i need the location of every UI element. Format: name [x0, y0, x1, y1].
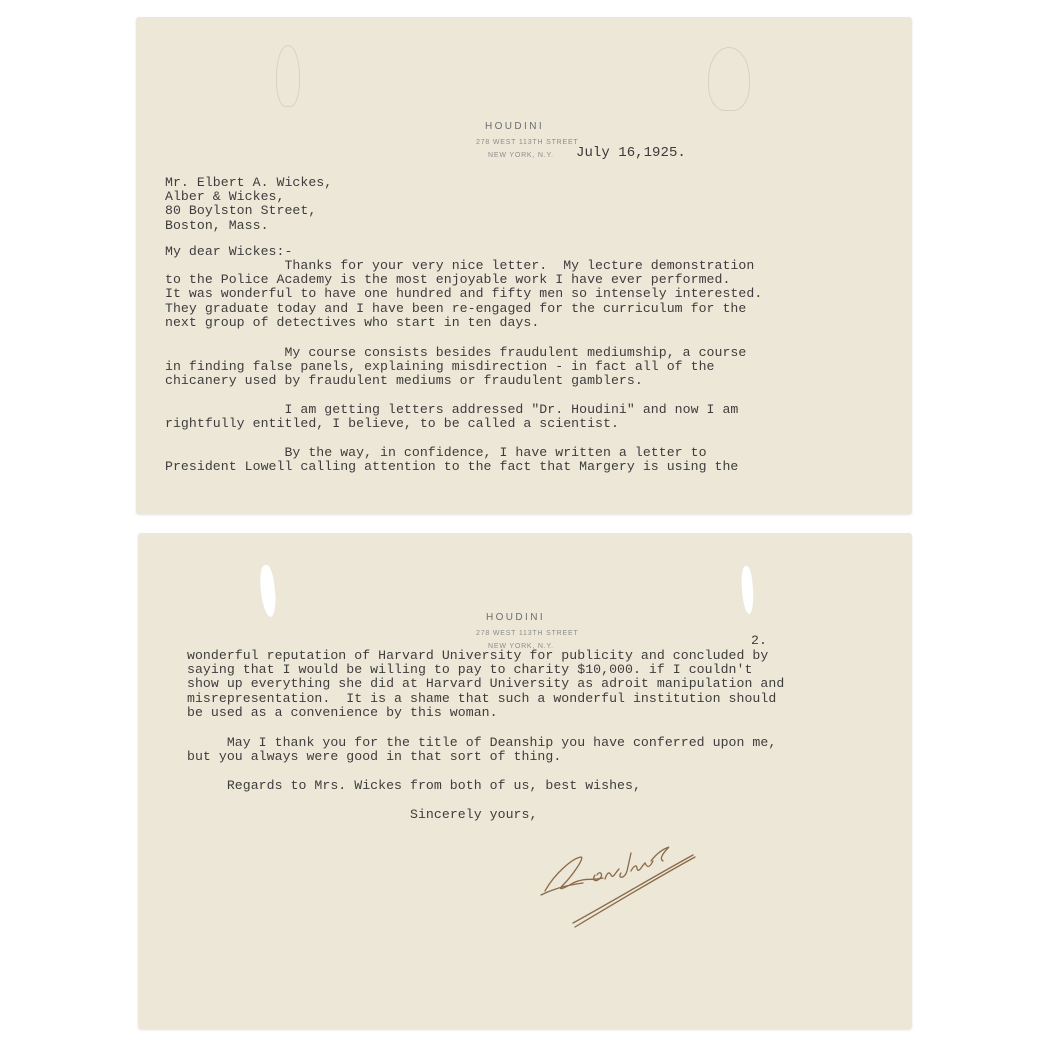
paragraph — [187, 649, 784, 720]
letterhead-city: NEW YORK, N.Y. — [488, 643, 554, 650]
address-line: 80 Boylston Street, — [165, 203, 317, 219]
letter-page-1 — [136, 17, 912, 514]
text-line: It was wonderful to have one hundred and fifty men so intensely interested. — [165, 286, 763, 302]
paragraph — [165, 346, 746, 389]
letter-date: July 16,1925. — [576, 145, 686, 161]
closing: Sincerely yours, — [410, 807, 538, 822]
paragraph — [187, 779, 641, 793]
text-line: chicanery used by fraudulent mediums or fraudulent gamblers. — [165, 373, 643, 389]
letterhead-street: 278 WEST 113TH STREET — [476, 139, 579, 146]
text-line: but you always were good in that sort of thing. — [187, 749, 562, 765]
paragraph — [187, 736, 776, 764]
text-line: show up everything she did at Harvard University as adroit manipulation and — [187, 676, 785, 692]
text-line: be used as a convenience by this woman. — [187, 704, 498, 720]
salutation: My dear Wickes:- — [165, 244, 293, 259]
paperclip-mark — [708, 47, 750, 111]
address-line: Mr. Elbert A. Wickes, — [165, 175, 333, 190]
letter-page-2 — [138, 533, 912, 1029]
letterhead-name: HOUDINI — [485, 121, 545, 132]
text-line: I am getting letters addressed "Dr. Houdini" and now I am — [165, 402, 739, 417]
text-line: My course consists besides fraudulent mediumship, a course — [165, 345, 747, 360]
letterhead-name: HOUDINI — [486, 612, 546, 623]
text-line: President Lowell calling attention to the fact that Margery is using the — [165, 459, 739, 475]
paragraph — [165, 446, 738, 474]
paperclip-hole — [258, 564, 277, 617]
letterhead-street: 278 WEST 113TH STREET — [476, 630, 579, 637]
text-line: to the Police Academy is the most enjoyable work I have ever performed. — [165, 272, 731, 288]
text-line: Thanks for your very nice letter. My lecture demonstration — [165, 258, 755, 273]
page-number: 2. — [751, 633, 767, 648]
address-line: Alber & Wickes, — [165, 189, 285, 205]
recipient-address — [165, 176, 332, 233]
paragraph — [165, 403, 738, 431]
text-line: By the way, in confidence, I have written a letter to — [165, 445, 707, 460]
signature — [533, 823, 713, 943]
paragraph — [165, 259, 762, 330]
paperclip-mark — [276, 45, 300, 107]
paperclip-hole — [740, 566, 754, 615]
text-line: rightfully entitled, I believe, to be called a scientist. — [165, 416, 619, 432]
text-line: They graduate today and I have been re-engaged for the curriculum for the — [165, 300, 747, 316]
text-line: Regards to Mrs. Wickes from both of us, best wishes, — [187, 778, 641, 793]
letterhead-city: NEW YORK, N.Y. — [488, 152, 554, 159]
text-line: saying that I would be willing to pay to charity $10,000. if I couldn't — [187, 662, 753, 678]
text-line: misrepresentation. It is a shame that such a wonderful institution should — [187, 690, 777, 706]
text-line: next group of detectives who start in ten days. — [165, 314, 540, 330]
text-line: in finding false panels, explaining misdirection - in fact all of the — [165, 359, 715, 375]
text-line: wonderful reputation of Harvard University for publicity and concluded by — [187, 648, 769, 663]
address-line: Boston, Mass. — [165, 217, 269, 233]
text-line: May I thank you for the title of Deanship you have conferred upon me, — [187, 735, 777, 750]
